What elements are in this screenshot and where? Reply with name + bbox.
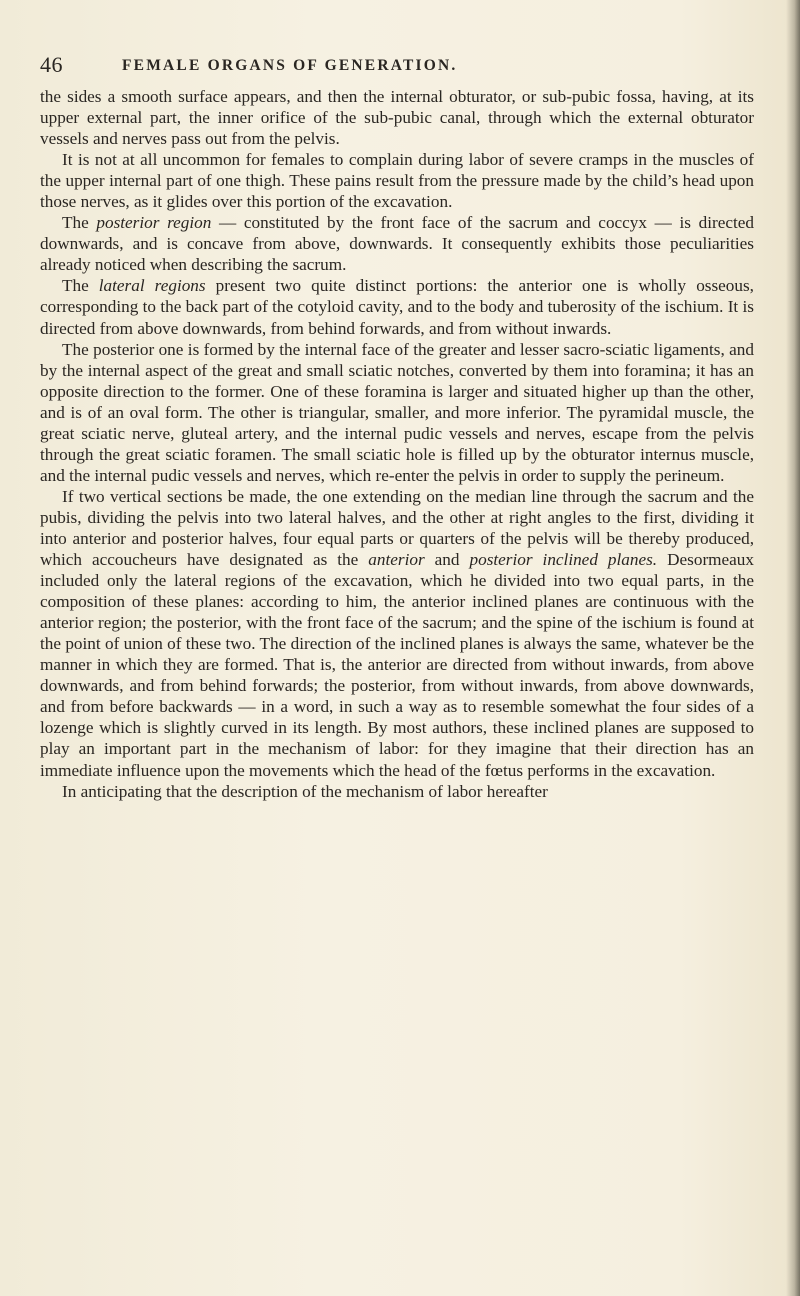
page-number: 46 bbox=[40, 52, 63, 77]
paragraph-inclined-planes bbox=[40, 486, 754, 781]
paragraph-text: In anticipating that the description of the mechanism of labor hereafter bbox=[62, 781, 548, 801]
paragraph-text: Desormeaux included only the lateral regions of the excavation, which he divided into two equal parts, in the composition of these planes: according to him, the anterior inclined planes are continuous with the anterior region; the posterior, with the front face of the sacrum; and the spine of the ischium is found at the point of union of these two. The direction of the inclined planes is always the same, whatever be the manner in which they are formed. That is, the anterior are directed from without inwards, from above downwards, and from behind forwards; the posterior, from without inwards, from above downwards, and from before backwards — in a word, in such a way as to resemble somewhat the four sides of a lozenge which is slightly curved in its length. By most authors, these inclined planes are supposed to play an important part in the mechanism of labor: for they imagine that their direction has an immediate influence upon the movements which the head of the fœtus performs in the excavation. bbox=[40, 550, 754, 780]
body-text bbox=[40, 86, 754, 802]
paragraph-text: the sides a smooth surface appears, and then the internal obturator, or sub-pubic fossa, having, at its upper external part, the inner orifice of the sub-pubic canal, through which the external obturator vessels and nerves pass out from the pelvis. bbox=[40, 87, 754, 149]
italic-term: posterior inclined planes. bbox=[469, 550, 658, 570]
italic-term: anterior bbox=[368, 550, 425, 570]
paragraph-lead: The bbox=[62, 213, 97, 233]
paragraph-text: The posterior one is formed by the internal face of the greater and lesser sacro-sciatic ligaments, and by the internal aspect of the great and small sciatic notches, converted by them into foramina; it has an opposite direction to the former. One of these foramina is larger and situated higher up than the other, and is of an oval form. The other is triangular, smaller, and more inferior. The pyramidal muscle, the great sciatic nerve, gluteal artery, and the internal pudic vessels and nerves, escape from the pelvis through the great sciatic foramen. The small sciatic hole is filled up by the obturator internus muscle, and the internal pudic vessels and nerves, which re-enter the pelvis in order to supply the perineum. bbox=[40, 339, 754, 485]
paragraph-lateral-regions bbox=[40, 275, 754, 338]
paragraph-text: It is not at all uncommon for females to complain during labor of severe cramps in the muscles of the upper internal part of one thigh. These pains result from the pressure made by the child’s head upon those nerves, as it glides over this portion of the excavation. bbox=[40, 150, 754, 212]
paragraph-mechanism-labor bbox=[40, 781, 754, 802]
italic-term: posterior region bbox=[96, 213, 212, 233]
paragraph-text: and bbox=[424, 550, 470, 570]
paragraph-lead: The bbox=[62, 276, 99, 296]
page-header bbox=[40, 52, 760, 82]
paragraph-obturator-fossa bbox=[40, 86, 754, 149]
page-edge-shadow bbox=[786, 0, 800, 1296]
paragraph-text: — constituted by the front face of the sacrum and coccyx — is directed downwards, and is concave from above, downwards. It consequently exhibits those peculiarities already noticed when describing the sacrum. bbox=[40, 213, 754, 275]
paragraph-text: If two vertical sections be made, the one extending on the median line through the sacrum and the pubis, dividing the pelvis into two lateral halves, and the other at right angles to the first, dividing it into anterior and posterior halves, four equal parts or quarters of the pelvis will be thereby produced, which accoucheurs have designated as the bbox=[40, 486, 754, 570]
paragraph-text: present two quite distinct portions: the anterior one is wholly osseous, corresponding to the back part of the cotyloid cavity, and to the body and tuberosity of the ischium. It is directed from above downwards, from behind forwards, and from without inwards. bbox=[40, 276, 754, 338]
paragraph-posterior-region bbox=[40, 212, 754, 275]
italic-term: lateral regions bbox=[98, 276, 206, 296]
running-head: FEMALE ORGANS OF GENERATION. bbox=[122, 57, 458, 74]
paragraph-posterior-portion bbox=[40, 339, 754, 486]
paragraph-thigh-cramps bbox=[40, 149, 754, 212]
